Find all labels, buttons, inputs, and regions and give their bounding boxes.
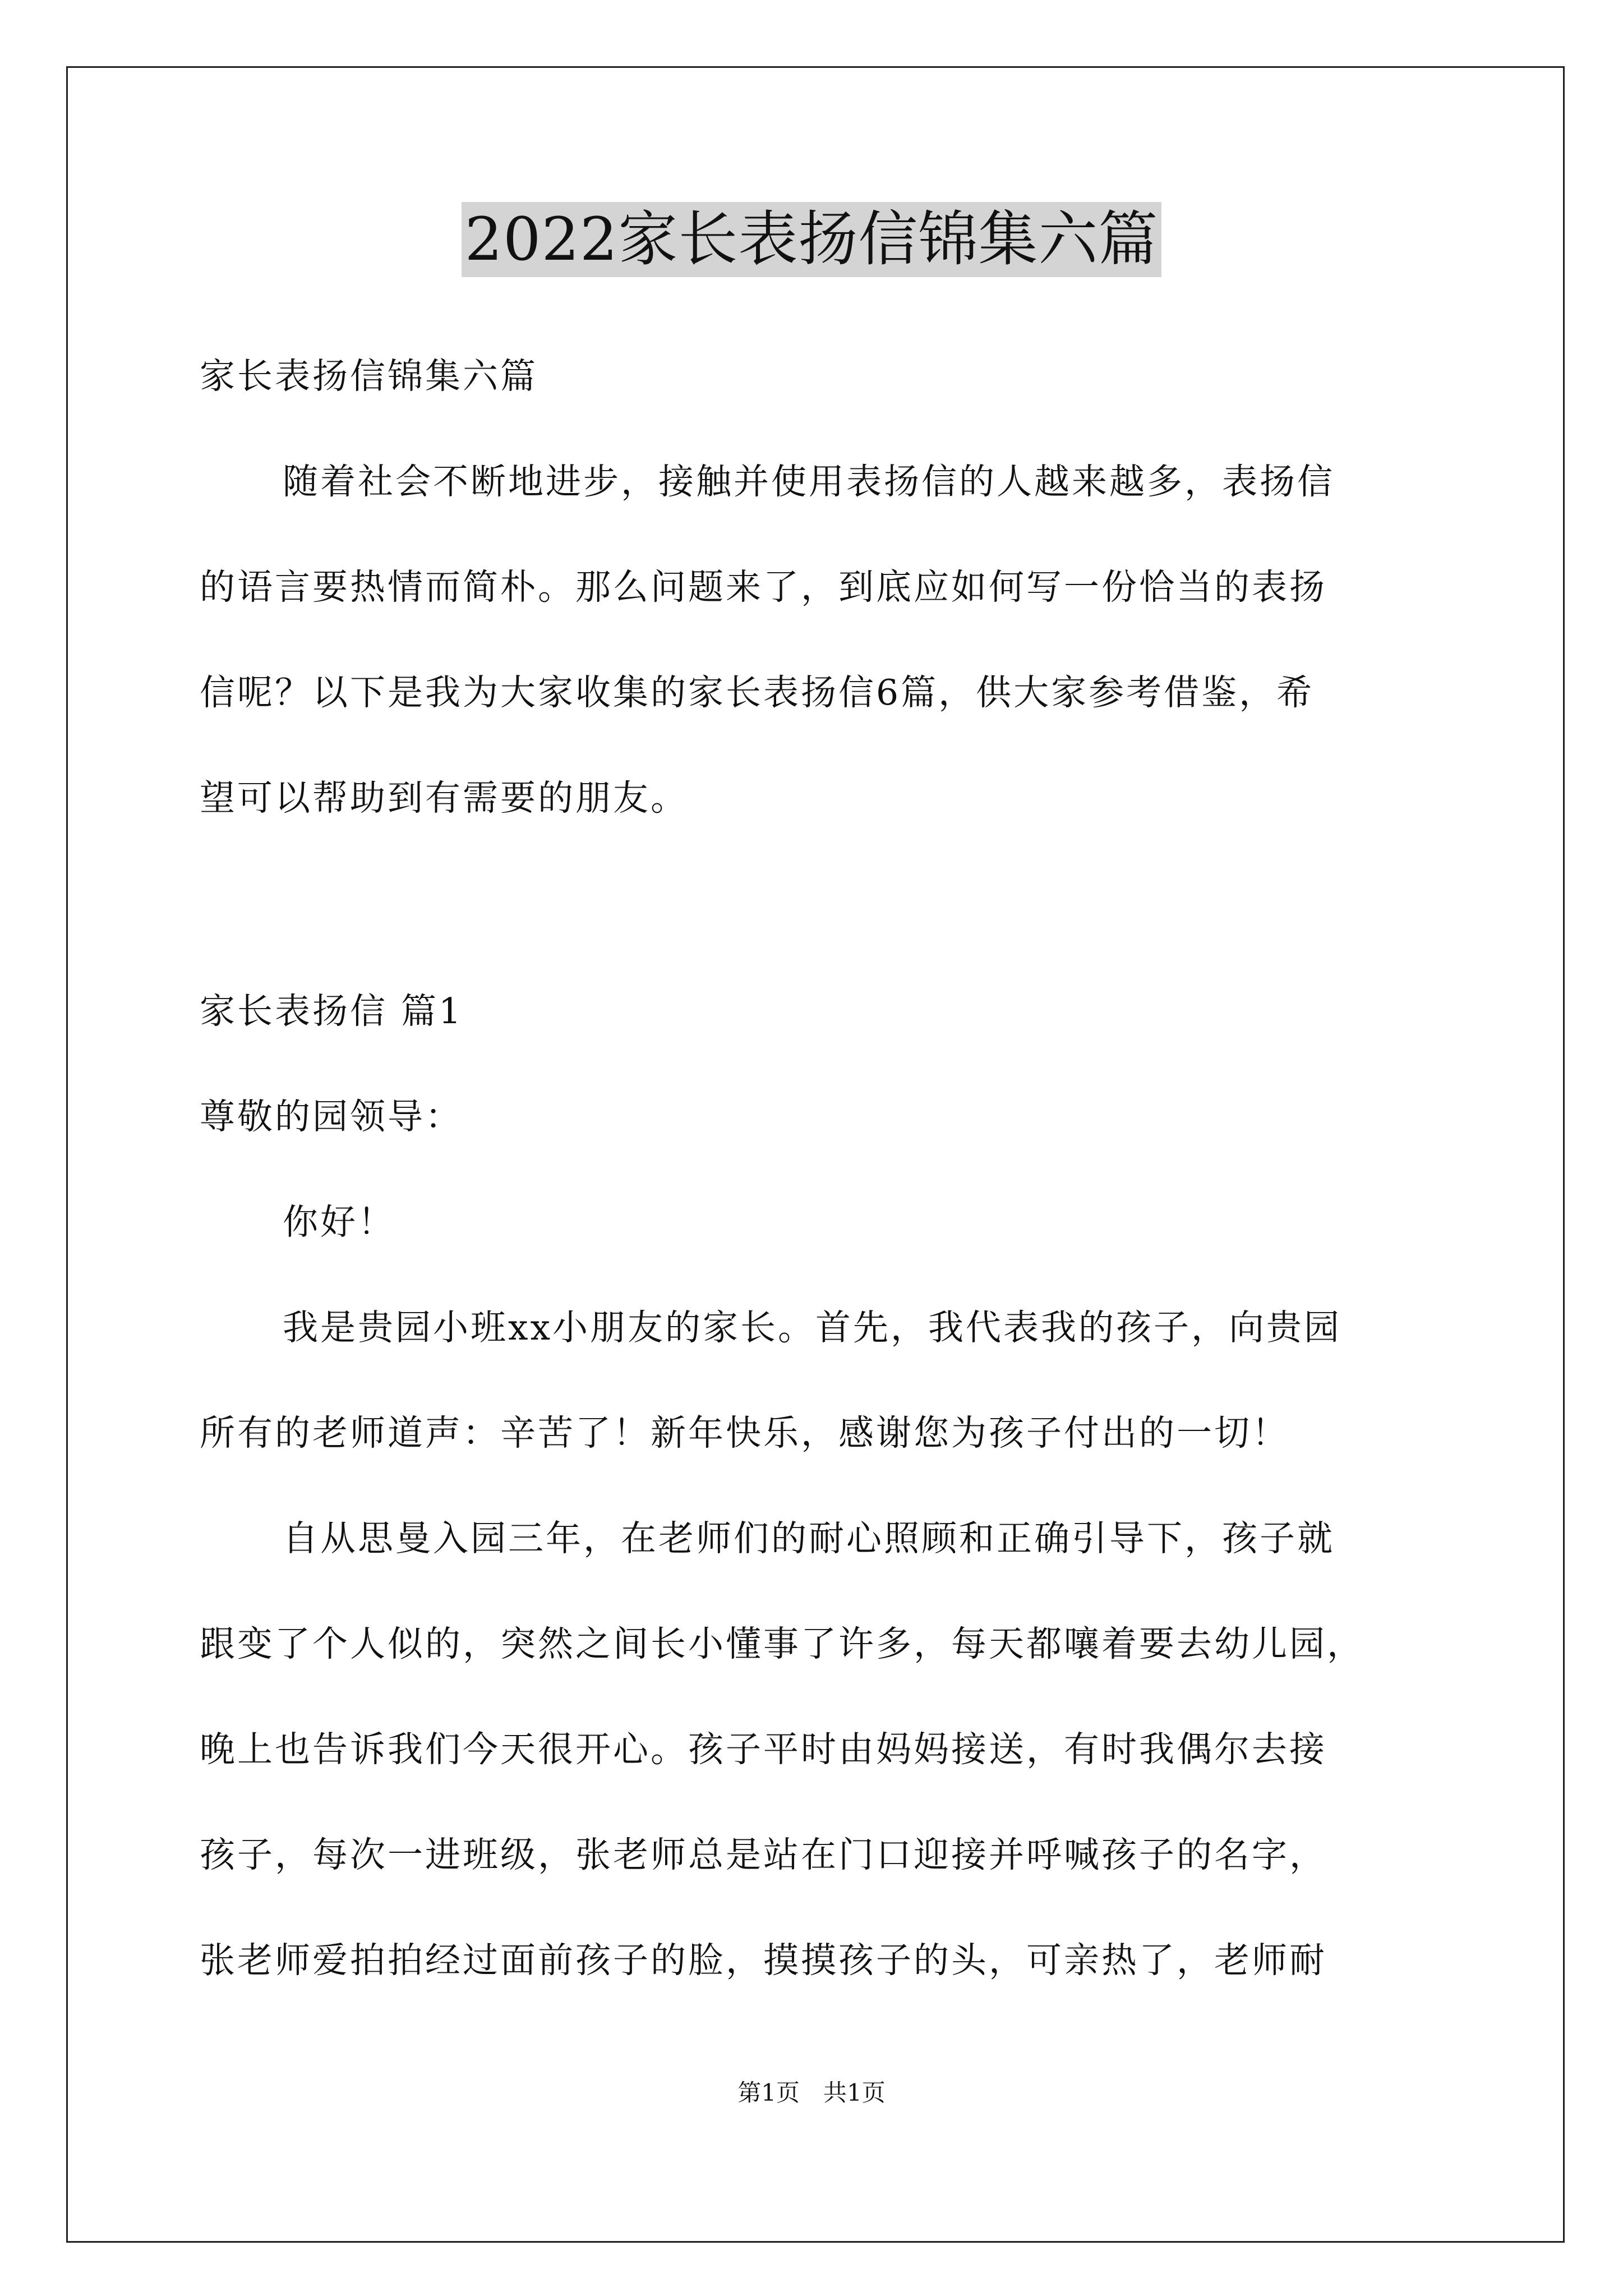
intro-line-3: 信呢？以下是我为大家收集的家长表扬信6篇，供大家参考借鉴，希 (200, 672, 1315, 713)
intro-line-1: 随着社会不断地进步，接触并使用表扬信的人越来越多，表扬信 (283, 461, 1335, 502)
page-footer: 第1页 共1页 (737, 2079, 886, 2106)
paragraph2-line-1: 自从思曼入园三年，在老师们的耐心照顾和正确引导下，孩子就 (283, 1518, 1335, 1559)
salutation: 尊敬的园领导： (200, 1096, 463, 1137)
paragraph2-line-2: 跟变了个人似的，突然之间长小懂事了许多，每天都嚷着要去幼儿园， (200, 1623, 1364, 1664)
section-heading: 家长表扬信 篇1 (200, 991, 464, 1032)
title-container (0, 202, 1623, 277)
intro-line-2: 的语言要热情而简朴。那么问题来了，到底应如何写一份恰当的表扬 (200, 567, 1327, 608)
paragraph2-line-5: 张老师爱拍拍经过面前孩子的脸，摸摸孩子的头，可亲热了，老师耐 (200, 1940, 1327, 1981)
paragraph2-line-4: 孩子，每次一进班级，张老师总是站在门口迎接并呼喊孩子的名字， (200, 1834, 1327, 1875)
paragraph1-line-2: 所有的老师道声：辛苦了！新年快乐，感谢您为孩子付出的一切！ (200, 1412, 1289, 1453)
intro-line-4: 望可以帮助到有需要的朋友。 (200, 777, 688, 818)
paragraph2-line-3: 晚上也告诉我们今天很开心。孩子平时由妈妈接送，有时我偶尔去接 (200, 1729, 1327, 1770)
document-subtitle: 家长表扬信锦集六篇 (200, 356, 538, 397)
document-title: 2022家长表扬信锦集六篇 (462, 202, 1162, 277)
greeting: 你好！ (283, 1202, 395, 1243)
paragraph1-line-1: 我是贵园小班xx小朋友的家长。首先，我代表我的孩子，向贵园 (283, 1307, 1342, 1348)
